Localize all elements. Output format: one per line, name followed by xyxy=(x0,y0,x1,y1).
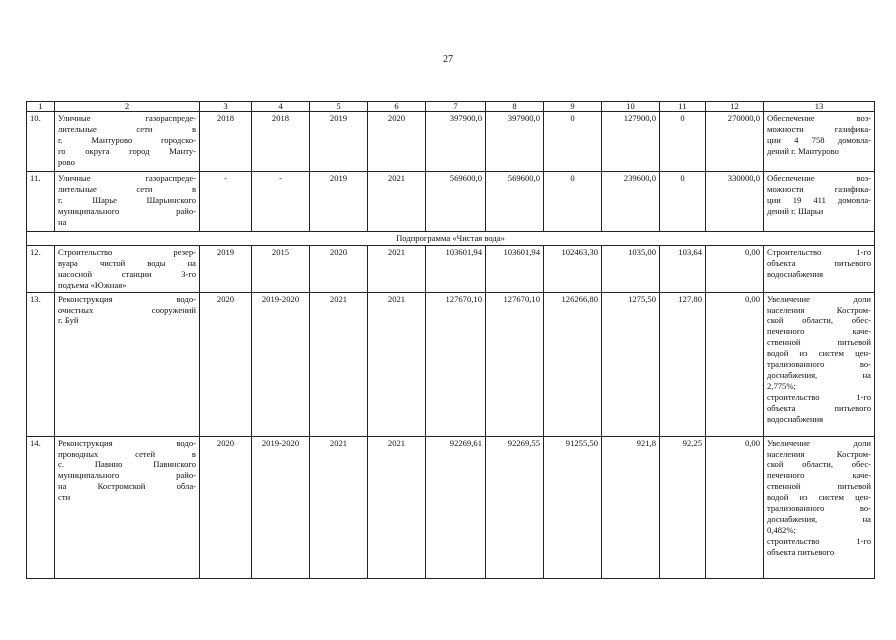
amount-cell: 102463,30 xyxy=(544,246,602,293)
text-line: 2,775%; xyxy=(767,380,796,391)
amount-cell: 92269,55 xyxy=(486,436,544,578)
amount-cell: 397900,0 xyxy=(486,112,544,172)
text-line: Обеспечение воз- xyxy=(767,173,871,183)
column-number-cell: 10 xyxy=(602,102,660,112)
column-number-cell: 4 xyxy=(252,102,310,112)
table-row xyxy=(27,292,875,436)
row-number-cell: 10. xyxy=(27,112,55,172)
result-cell xyxy=(764,436,875,578)
amount-cell: 0,00 xyxy=(706,292,764,436)
text-line: доснабжения, на xyxy=(767,369,871,380)
amount-cell: 103601,94 xyxy=(486,246,544,293)
amount-cell: 397900,0 xyxy=(426,112,486,172)
text-line: населения Костром- xyxy=(767,448,871,459)
amount-cell: 92,25 xyxy=(660,436,706,578)
row-number-cell: 14. xyxy=(27,436,55,578)
column-number-cell: 1 xyxy=(27,102,55,112)
text-line: рово xyxy=(58,156,75,167)
text-line: 0,482%; xyxy=(767,524,796,535)
text-line: водой из систем цен- xyxy=(767,348,871,359)
text-line: водой из систем цен- xyxy=(767,492,871,503)
text-line: проводных сетей в xyxy=(58,448,196,459)
text-line: ской области, обес- xyxy=(767,459,871,470)
text-line: Реконструкция водо- xyxy=(58,293,196,304)
amount-cell: 103601,94 xyxy=(426,246,486,293)
row-number-cell: 13. xyxy=(27,292,55,436)
amount-cell: 92269,61 xyxy=(426,436,486,578)
text-line: с. Павино Павинского xyxy=(58,459,196,470)
text-line: лительные сети в xyxy=(58,123,196,134)
text-line: Увеличение доли xyxy=(767,293,871,304)
text-line: ской области, обес- xyxy=(767,315,871,326)
text-line: объекта питьевого xyxy=(767,546,835,557)
text-line: Реконструкция водо- xyxy=(58,437,196,448)
year-cell: 2018 xyxy=(200,112,252,172)
subprogram-row xyxy=(27,232,875,246)
text-line: г. Мантурово городско- xyxy=(58,134,196,145)
column-number-cell: 5 xyxy=(310,102,368,112)
text-line: трализованного во- xyxy=(767,359,871,370)
amount-cell: 0 xyxy=(544,112,602,172)
amount-cell: 0,00 xyxy=(706,436,764,578)
text-line: трализованного во- xyxy=(767,503,871,514)
year-cell: 2019 xyxy=(310,172,368,232)
text-line: г. Шарье Шарьинского xyxy=(58,194,196,205)
text-line: строительство 1-го xyxy=(767,535,871,546)
amount-cell: 569600,0 xyxy=(486,172,544,232)
text-line: можности газифика- xyxy=(767,183,871,194)
text-line: объекта питьевого xyxy=(767,257,871,268)
text-line: Увеличение доли xyxy=(767,437,871,448)
text-line: вуара чистой воды на xyxy=(58,257,196,268)
text-line: строительство 1-го xyxy=(767,391,871,402)
text-line: дений г. Мантурово xyxy=(767,145,839,156)
row-number-cell: 11. xyxy=(27,172,55,232)
amount-cell: 1035,00 xyxy=(602,246,660,293)
text-line: муниципального райо- xyxy=(58,205,196,216)
text-line: Уличные газораспреде- xyxy=(58,173,196,183)
object-name-cell xyxy=(55,436,200,578)
column-number-cell: 11 xyxy=(660,102,706,112)
column-number-cell: 13 xyxy=(764,102,875,112)
amount-cell: 127670,10 xyxy=(486,292,544,436)
column-number-cell: 7 xyxy=(426,102,486,112)
column-number-cell: 9 xyxy=(544,102,602,112)
amount-cell: 127,80 xyxy=(660,292,706,436)
text-line: очистных сооружений xyxy=(58,304,196,315)
year-cell: 2020 xyxy=(368,112,426,172)
column-number-row xyxy=(27,102,875,112)
amount-cell: 921,8 xyxy=(602,436,660,578)
text-line: г. Буй xyxy=(58,315,79,326)
result-cell xyxy=(764,246,875,293)
text-line: муниципального райо- xyxy=(58,470,196,481)
year-cell: 2021 xyxy=(368,292,426,436)
text-line: лительные сети в xyxy=(58,183,196,194)
column-number-cell: 2 xyxy=(55,102,200,112)
column-number-cell: 3 xyxy=(200,102,252,112)
table-row xyxy=(27,112,875,172)
text-line: объекта питьевого xyxy=(767,402,871,413)
amount-cell: 239600,0 xyxy=(602,172,660,232)
text-line: подъема «Южная» xyxy=(58,279,127,290)
text-line: сти xyxy=(58,492,71,503)
year-cell: 2019 xyxy=(200,246,252,293)
year-cell: 2015 xyxy=(252,246,310,293)
column-number-cell: 6 xyxy=(368,102,426,112)
amount-cell: 270000,0 xyxy=(706,112,764,172)
amount-cell: 569600,0 xyxy=(426,172,486,232)
text-line: ственной питьевой xyxy=(767,481,871,492)
year-cell: 2019-2020 xyxy=(252,436,310,578)
text-line: на xyxy=(58,216,67,227)
amount-cell: 126266,80 xyxy=(544,292,602,436)
program-table xyxy=(26,101,875,579)
text-line: ции 19 411 домовла- xyxy=(767,194,871,205)
text-line: Обеспечение воз- xyxy=(767,113,871,123)
column-number-cell: 12 xyxy=(706,102,764,112)
text-line: водоснабжения xyxy=(767,413,824,424)
text-line: Строительство 1-го xyxy=(767,247,871,257)
row-number-cell: 12. xyxy=(27,246,55,293)
amount-cell: 0 xyxy=(660,112,706,172)
result-cell xyxy=(764,112,875,172)
amount-cell: 127670,10 xyxy=(426,292,486,436)
text-line: можности газифика- xyxy=(767,123,871,134)
year-cell: 2020 xyxy=(200,436,252,578)
text-line: насосной станции 3-го xyxy=(58,268,196,279)
year-cell: 2021 xyxy=(368,172,426,232)
text-line: печенного каче- xyxy=(767,470,871,481)
text-line: на Костромской обла- xyxy=(58,481,196,492)
text-line: водоснабжения xyxy=(767,268,824,279)
text-line: населения Костром- xyxy=(767,304,871,315)
year-cell: - xyxy=(252,172,310,232)
year-cell: 2021 xyxy=(368,436,426,578)
amount-cell: 0 xyxy=(544,172,602,232)
year-cell: 2020 xyxy=(310,246,368,293)
table-row xyxy=(27,172,875,232)
amount-cell: 103,64 xyxy=(660,246,706,293)
amount-cell: 0 xyxy=(660,172,706,232)
object-name-cell xyxy=(55,292,200,436)
text-line: ственной питьевой xyxy=(767,337,871,348)
year-cell: 2021 xyxy=(368,246,426,293)
page-number: 27 xyxy=(443,54,453,65)
amount-cell: 0,00 xyxy=(706,246,764,293)
year-cell: 2018 xyxy=(252,112,310,172)
text-line: Уличные газораспреде- xyxy=(58,113,196,123)
text-line: доснабжения, на xyxy=(767,513,871,524)
text-line: дений г. Шарьи xyxy=(767,205,824,216)
text-line: ции 4 758 домовла- xyxy=(767,134,871,145)
object-name-cell xyxy=(55,246,200,293)
amount-cell: 1275,50 xyxy=(602,292,660,436)
object-name-cell xyxy=(55,112,200,172)
year-cell: 2020 xyxy=(200,292,252,436)
result-cell xyxy=(764,292,875,436)
year-cell: 2021 xyxy=(310,436,368,578)
year-cell: 2019-2020 xyxy=(252,292,310,436)
table-row xyxy=(27,246,875,293)
year-cell: 2019 xyxy=(310,112,368,172)
amount-cell: 127900,0 xyxy=(602,112,660,172)
text-line: го округа город Манту- xyxy=(58,145,196,156)
object-name-cell xyxy=(55,172,200,232)
year-cell: - xyxy=(200,172,252,232)
year-cell: 2021 xyxy=(310,292,368,436)
table-row xyxy=(27,436,875,578)
amount-cell: 330000,0 xyxy=(706,172,764,232)
amount-cell: 91255,50 xyxy=(544,436,602,578)
column-number-cell: 8 xyxy=(486,102,544,112)
text-line: Строительство резер- xyxy=(58,247,196,257)
text-line: печенного каче- xyxy=(767,326,871,337)
subprogram-title: Подпрограмма «Чистая вода» xyxy=(27,232,875,246)
result-cell xyxy=(764,172,875,232)
